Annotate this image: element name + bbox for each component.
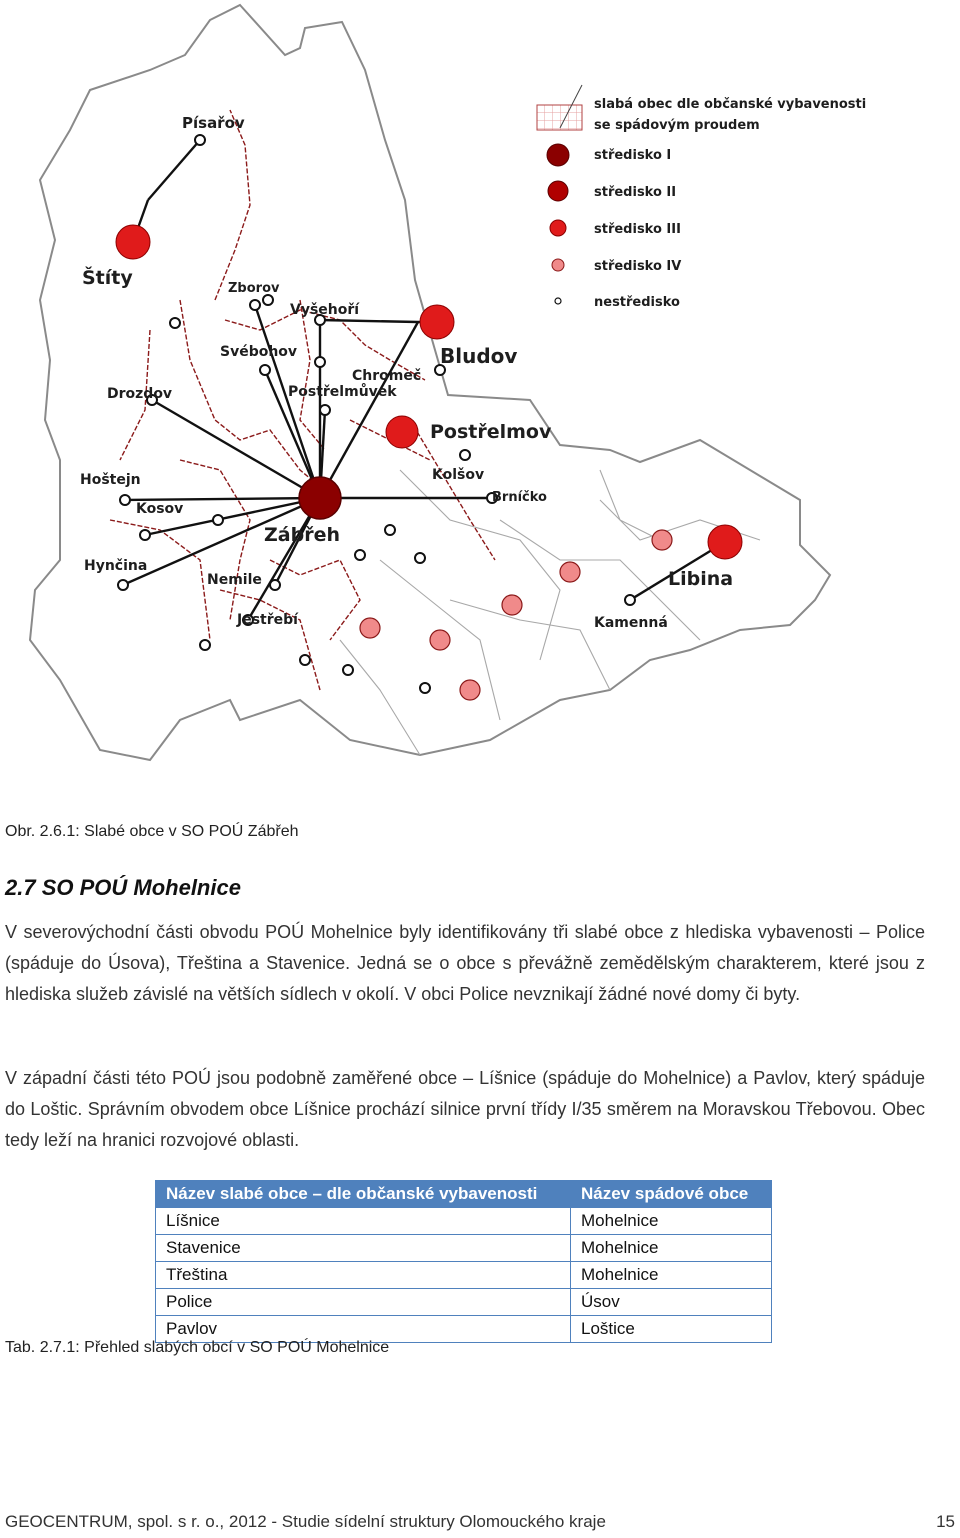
paragraph-1: V severovýchodní části obvodu POÚ Mohelnice byly identifikovány tři slabé obce z hlediska vybavenosti – Police (spáduje do Úsova), Třeština a Stavenice. Jedná se o obce s převážně zemědělským charakterem, které jsou z hlediska služeb závislé na větších sídlech v okolí. V obci Police nevznikají žádné nové domy či byty. bbox=[5, 922, 925, 1004]
legend-non-center-label: nestředisko bbox=[594, 295, 680, 310]
figure-caption: Obr. 2.6.1: Slabé obce v SO POÚ Zábřeh bbox=[5, 823, 299, 840]
page-footer bbox=[5, 1512, 955, 1532]
table-row bbox=[156, 1208, 772, 1235]
label-stity: Štíty bbox=[82, 267, 133, 289]
table-row bbox=[156, 1235, 772, 1262]
legend-center-3-symbol bbox=[550, 220, 566, 236]
postrelmov-center-marker bbox=[386, 416, 418, 448]
label-pisarov: Písařov bbox=[182, 114, 245, 132]
legend-weak-line-2: se spádovým proudem bbox=[594, 118, 760, 133]
label-jestrebi: Jestřebí bbox=[237, 612, 298, 628]
label-drozdov: Drozdov bbox=[107, 386, 173, 402]
label-kamenna: Kamenná bbox=[594, 615, 668, 631]
table-cell: Mohelnice bbox=[571, 1262, 772, 1289]
table-row bbox=[156, 1289, 772, 1316]
table-row bbox=[156, 1262, 772, 1289]
bludov-center-marker bbox=[420, 305, 454, 339]
legend-center-3-label: středisko III bbox=[594, 222, 681, 237]
legend-hatch-symbol bbox=[537, 105, 582, 130]
section-heading: 2.7 SO POÚ Mohelnice bbox=[5, 875, 241, 900]
legend-center-1-symbol bbox=[547, 144, 569, 166]
table-cell: Mohelnice bbox=[571, 1208, 772, 1235]
label-vysehori: Vyšehoří bbox=[290, 302, 360, 318]
table-cell: Mohelnice bbox=[571, 1235, 772, 1262]
label-zabreh: Zábřeh bbox=[264, 524, 340, 546]
libina-center-marker bbox=[708, 525, 742, 559]
label-kosov: Kosov bbox=[136, 501, 184, 517]
page-number: 15 bbox=[936, 1512, 955, 1531]
label-brnicko: Brníčko bbox=[492, 490, 547, 505]
legend-non-center-symbol bbox=[555, 298, 561, 304]
table-cell: Líšnice bbox=[156, 1208, 571, 1235]
legend-center-4-label: středisko IV bbox=[594, 259, 682, 274]
table-cell: Třeština bbox=[156, 1262, 571, 1289]
label-hostejn: Hoštejn bbox=[80, 472, 141, 488]
label-svebohov: Svébohov bbox=[220, 344, 298, 360]
label-nemile: Nemile bbox=[207, 572, 262, 588]
weak-municipalities-table bbox=[155, 1180, 772, 1343]
label-chromec: Chromeč bbox=[352, 368, 422, 384]
legend-weak-line-1: slabá obec dle občanské vybavenosti bbox=[594, 97, 867, 112]
legend-center-1-label: středisko I bbox=[594, 148, 672, 163]
map-legend bbox=[537, 85, 866, 310]
table-cell: Úsov bbox=[571, 1289, 772, 1316]
legend-center-2-label: středisko II bbox=[594, 185, 677, 200]
table-cell: Loštice bbox=[571, 1316, 772, 1343]
table-cell: Police bbox=[156, 1289, 571, 1316]
legend-center-2-symbol bbox=[548, 181, 568, 201]
label-kolsov: Kolšov bbox=[432, 467, 485, 483]
table-cell: Pavlov bbox=[156, 1316, 571, 1343]
stity-center-marker bbox=[116, 225, 150, 259]
footer-text: GEOCENTRUM, spol. s r. o., 2012 - Studie sídelní struktury Olomouckého kraje bbox=[5, 1512, 606, 1531]
label-bludov: Bludov bbox=[440, 344, 518, 368]
table-cell: Stavenice bbox=[156, 1235, 571, 1262]
label-postrelmov: Postřelmov bbox=[430, 421, 552, 443]
table-caption: Tab. 2.7.1: Přehled slabých obcí v SO POÚ Mohelnice bbox=[5, 1339, 390, 1356]
label-postrelmuvek: Postřelmůvek bbox=[288, 384, 397, 400]
zabreh-center-marker bbox=[299, 477, 341, 519]
label-zborov: Zborov bbox=[228, 281, 280, 296]
label-libina: Libina bbox=[668, 568, 734, 590]
header-weak-municipality: Název slabé obce – dle občanské vybavenosti bbox=[156, 1181, 571, 1208]
header-catchment-municipality: Název spádové obce bbox=[571, 1181, 772, 1208]
table-header-row bbox=[156, 1181, 772, 1208]
paragraph-2: V západní části této POÚ jsou podobně zaměřené obce – Líšnice (spáduje do Mohelnice) a Pavlov, který spáduje do Loštic. Správním obvodem obce Líšnice prochází silnice první třídy I/35 směrem na Moravskou Třebovou. Obec tedy leží na hranici rozvojové oblasti. bbox=[5, 1068, 925, 1150]
label-hyncina: Hynčina bbox=[84, 558, 148, 574]
legend-center-4-symbol bbox=[552, 259, 564, 271]
